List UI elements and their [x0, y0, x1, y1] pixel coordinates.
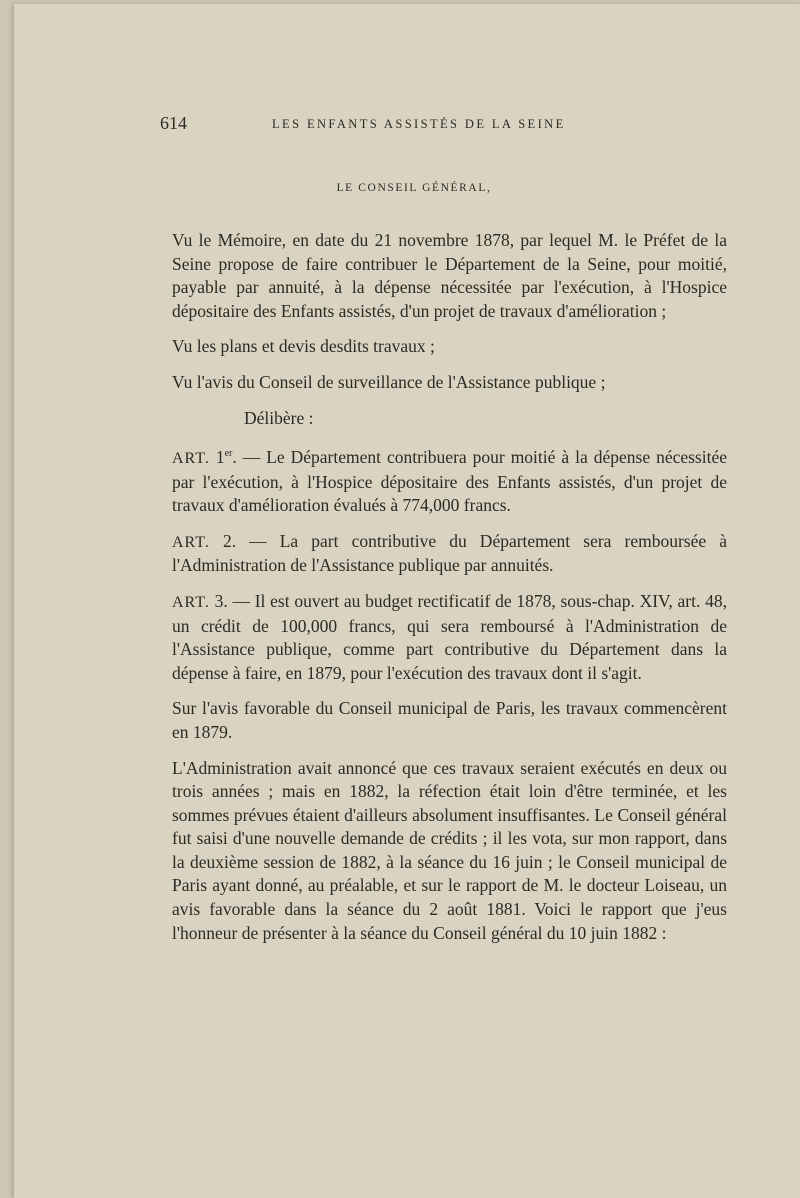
article-2	[172, 530, 727, 578]
article-2-label: ART.	[172, 533, 210, 551]
article-3-text: 3. — Il est ouvert au budget rectificatif de 1878, sous-chap. XIV, art. 48, un crédit de 100,000 francs, qui sera remboursé à l'Administration de l'Assistance publique, comme part contributive du Département dans la dépense à faire, en 1879, pour l'exécution des travaux dont il s'agit.	[172, 590, 727, 683]
page-number: 614	[160, 113, 187, 133]
book-page	[14, 4, 800, 1198]
paragraph-avis-favorable: Sur l'avis favorable du Conseil municipal de Paris, les travaux commencèrent en 1879.	[172, 698, 727, 742]
page-header	[160, 113, 727, 137]
article-2-text: 2. — La part contributive du Département sera remboursée à l'Administration de l'Assistance publique par annuités.	[172, 530, 727, 576]
article-1-label: ART.	[172, 449, 210, 467]
paragraph-plans: Vu les plans et devis desdits travaux ;	[172, 336, 435, 357]
article-3	[172, 590, 727, 685]
article-1-superscript: er	[224, 448, 233, 460]
paragraph-avis: Vu l'avis du Conseil de surveillance de l'Assistance publique ;	[172, 371, 606, 392]
paragraph-memoire: Vu le Mémoire, en date du 21 novembre 1878, par lequel M. le Préfet de la Seine propose de faire contribuer le Département de la Seine, pour moitié, payable par annuité, à la dépense nécessitée par l'exécution, à l'Hospice dépositaire des Enfants assistés, d'un projet de travaux d'amélioration ;	[172, 230, 727, 321]
section-title: LE CONSEIL GÉNÉRAL,	[336, 182, 492, 194]
article-3-label: ART.	[172, 593, 210, 611]
article-1-text: . — Le Département contribuera pour moitié à la dépense nécessitée par l'exécution, à l'Hospice dépositaire des Enfants assistés, d'un projet de travaux d'amélioration évalués à 774,000 francs.	[172, 446, 728, 516]
article-1	[172, 442, 727, 518]
article-1-number: 1	[215, 446, 225, 467]
body-text	[172, 229, 727, 945]
paragraph-administration: L'Administration avait annoncé que ces travaux seraient exécutés en deux ou trois années ; mais en 1882, la réfection était loin d'être terminée, et les sommes prévues étaient d'ailleurs absolument insuffisantes. Le Conseil général fut saisi d'une nouvelle demande de crédits ; il les vota, sur mon rapport, dans la deuxième session de 1882, à la séance du 16 juin ; le Conseil municipal de Paris ayant donné, au préalable, et sur le rapport de M. le docteur Loiseau, un avis favorable dans la séance du 2 août 1881. Voici le rapport que j'eus l'honneur de présenter à la séance du Conseil général du 10 juin 1882 :	[172, 757, 727, 943]
paragraph-delibere: Délibère :	[244, 407, 314, 428]
running-title: LES ENFANTS ASSISTÉS DE LA SEINE	[272, 117, 566, 131]
